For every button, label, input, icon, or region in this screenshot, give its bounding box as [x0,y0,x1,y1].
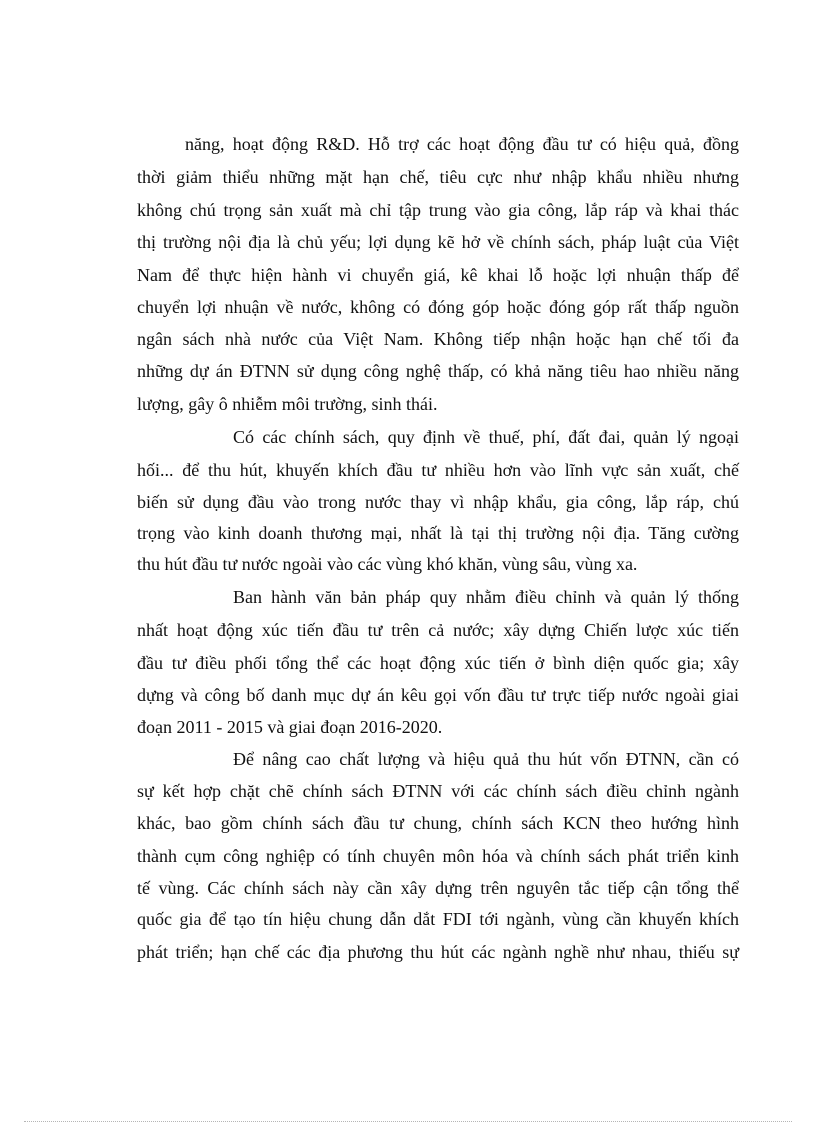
text-line: khác, bao gồm chính sách đầu tư chung, chính sách KCN theo hướng hình [137,813,739,833]
text-line: năng, hoạt động R&D. Hỗ trợ các hoạt động đầu tư có hiệu quả, đồng [185,134,739,154]
text-line: Để nâng cao chất lượng và hiệu quả thu hút vốn ĐTNN, cần có [233,749,739,769]
text-line: Có các chính sách, quy định về thuế, phí, đất đai, quản lý ngoại [233,427,739,447]
text-line: phát triển; hạn chế các địa phương thu hút các ngành nghề như nhau, thiếu sự [137,942,739,962]
text-line: không chú trọng sản xuất mà chỉ tập trung vào gia công, lắp ráp và khai thác [137,200,739,220]
text-line: những dự án ĐTNN sử dụng công nghệ thấp, có khả năng tiêu hao nhiều năng [137,361,739,381]
page-bottom-rule [24,1121,792,1122]
text-line: thu hút đầu tư nước ngoài vào các vùng khó khăn, vùng sâu, vùng xa. [137,554,638,574]
text-line: Ban hành văn bản pháp quy nhằm điều chỉnh và quản lý thống [233,587,739,607]
text-line: biến sử dụng đầu vào trong nước thay vì nhập khẩu, gia công, lắp ráp, chú [137,492,739,512]
text-line: sự kết hợp chặt chẽ chính sách ĐTNN với các chính sách điều chỉnh ngành [137,781,739,801]
text-line: nhất hoạt động xúc tiến đầu tư trên cả nước; xây dựng Chiến lược xúc tiến [137,620,739,640]
text-line: ngân sách nhà nước của Việt Nam. Không tiếp nhận hoặc hạn chế tối đa [137,329,739,349]
text-line: đoạn 2011 - 2015 và giai đoạn 2016-2020. [137,717,443,737]
text-line: hối... để thu hút, khuyến khích đầu tư nhiều hơn vào lĩnh vực sản xuất, chế [137,460,739,480]
text-line: dựng và công bố danh mục dự án kêu gọi vốn đầu tư trực tiếp nước ngoài giai [137,685,739,705]
text-line: đầu tư điều phối tổng thể các hoạt động xúc tiến ở bình diện quốc gia; xây [137,653,739,673]
text-line: quốc gia để tạo tín hiệu chung dẫn dắt FDI tới ngành, vùng cần khuyến khích [137,909,739,929]
text-line: Nam để thực hiện hành vi chuyển giá, kê khai lỗ hoặc lợi nhuận thấp để [137,265,739,285]
text-line: thành cụm công nghiệp có tính chuyên môn hóa và chính sách phát triển kinh [137,846,739,866]
text-line: tế vùng. Các chính sách này cần xây dựng trên nguyên tắc tiếp cận tổng thể [137,878,739,898]
text-line: thời giảm thiểu những mặt hạn chế, tiêu cực như nhập khẩu nhiều nhưng [137,167,739,187]
text-line: thị trường nội địa là chủ yếu; lợi dụng kẽ hở về chính sách, pháp luật của Việt [137,232,739,252]
text-line: chuyển lợi nhuận về nước, không có đóng góp hoặc đóng góp rất thấp nguồn [137,297,739,317]
text-line: trọng vào kinh doanh thương mại, nhất là tại thị trường nội địa. Tăng cường [137,523,739,543]
text-line: lượng, gây ô nhiễm môi trường, sinh thái. [137,394,438,414]
